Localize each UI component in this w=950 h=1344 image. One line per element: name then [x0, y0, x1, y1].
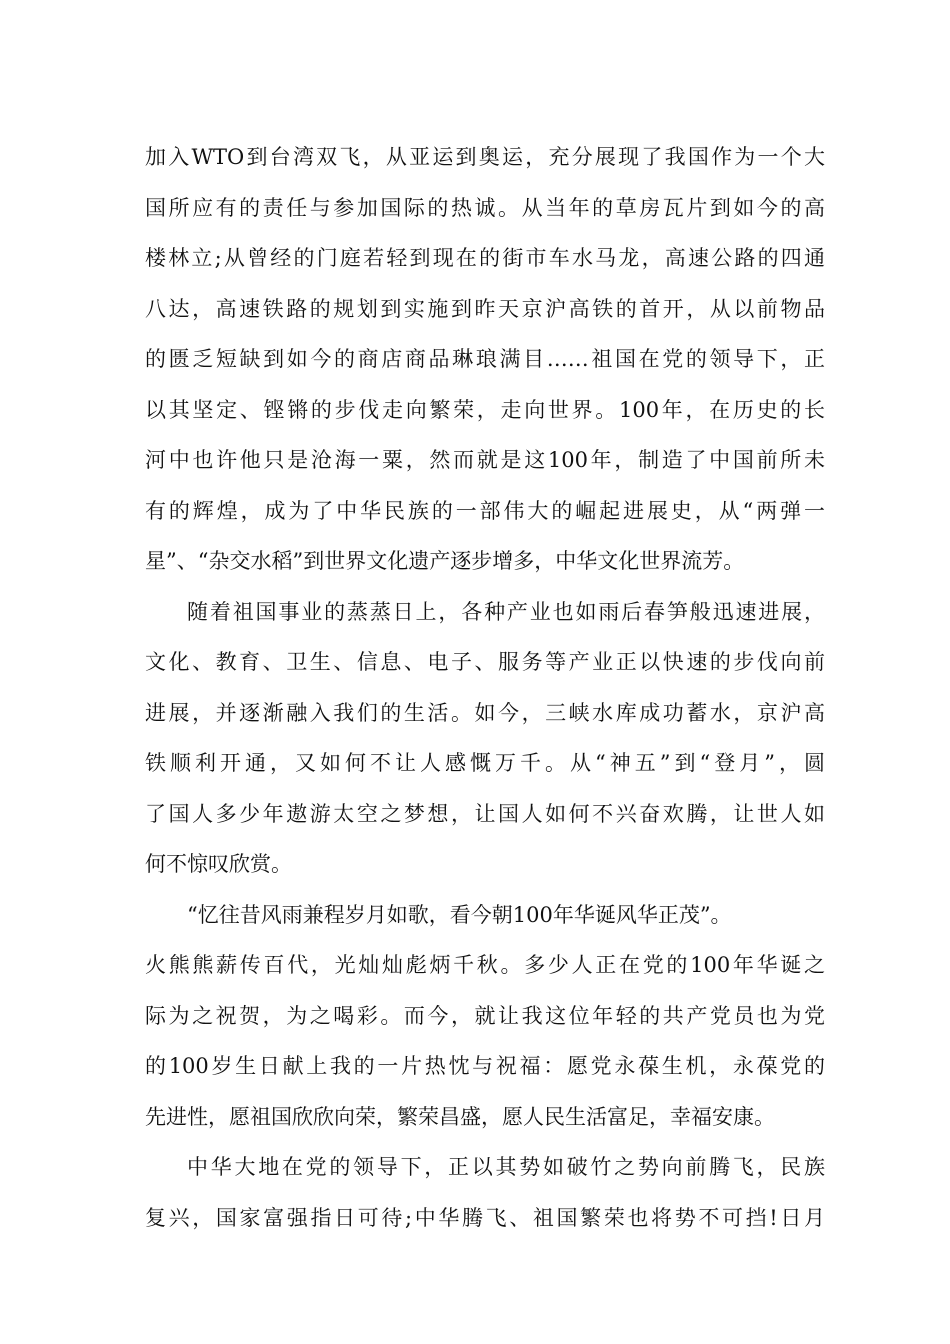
text-line: 河中也许他只是沧海一粟，然而就是这100年，制造了中国前所未 — [145, 448, 825, 472]
paragraph-4 — [145, 1142, 825, 1243]
paragraph-2 — [145, 587, 825, 890]
text-line: “忆往昔风雨兼程岁月如歌，看今朝100年华诞风华正茂”。 — [187, 902, 732, 927]
text-line: 有的辉煌，成为了中华民族的一部伟大的崛起进展史，从“两弹一 — [145, 498, 825, 523]
text-line: 八达，高速铁路的规划到实施到昨天京沪高铁的首开，从以前物品 — [145, 296, 825, 321]
text-line: 的100岁生日献上我的一片热忱与祝福：愿党永葆生机，永葆党的 — [145, 1054, 825, 1078]
text-line: 复兴，国家富强指日可待;中华腾飞、祖国繁荣也将势不可挡!日月 — [145, 1205, 825, 1230]
text-line: 火熊熊薪传百代，光灿灿彪炳千秋。多少人正在党的100年华诞之 — [145, 953, 825, 977]
text-line: 的匮乏短缺到如今的商店商品琳琅满目……祖国在党的领导下，正 — [145, 347, 825, 371]
text-line: 以其坚定、铿锵的步伐走向繁荣，走向世界。100年，在历史的长 — [145, 397, 825, 422]
text-line: 际为之祝贺，为之喝彩。而今，就让我这位年轻的共产党员也为党 — [145, 1003, 825, 1028]
text-line: 铁顺利开通，又如何不让人感慨万千。从“神五”到“登月”，圆 — [145, 751, 825, 775]
text-line: 进展，并逐渐融入我们的生活。如今，三峡水库成功蓄水，京沪高 — [145, 700, 825, 725]
document-body — [145, 132, 825, 1243]
text-line: 中华大地在党的领导下，正以其势如破竹之势向前腾飞，民族 — [187, 1155, 825, 1179]
paragraph-3 — [145, 890, 825, 1143]
text-line: 随着祖国事业的蒸蒸日上，各种产业也如雨后春笋般迅速进展， — [187, 599, 825, 624]
text-line: 何不惊叹欣赏。 — [145, 852, 292, 876]
text-line: 楼林立;从曾经的门庭若轻到现在的街市车水马龙，高速公路的四通 — [145, 246, 825, 270]
text-line: 先进性，愿祖国欣欣向荣，繁荣昌盛，愿人民生活富足，幸福安康。 — [145, 1104, 775, 1129]
text-line: 加入WTO到台湾双飞，从亚运到奥运，充分展现了我国作为一个大 — [145, 145, 825, 169]
text-line: 国所应有的责任与参加国际的热诚。从当年的草房瓦片到如今的高 — [145, 195, 825, 220]
text-line: 了国人多少年遨游太空之梦想，让国人如何不兴奋欢腾，让世人如 — [145, 801, 825, 826]
paragraph-1 — [145, 132, 825, 587]
text-line: 文化、教育、卫生、信息、电子、服务等产业正以快速的步伐向前 — [145, 650, 825, 674]
text-line: 星”、“杂交水稻”到世界文化遗产逐步增多，中华文化世界流芳。 — [145, 549, 745, 573]
